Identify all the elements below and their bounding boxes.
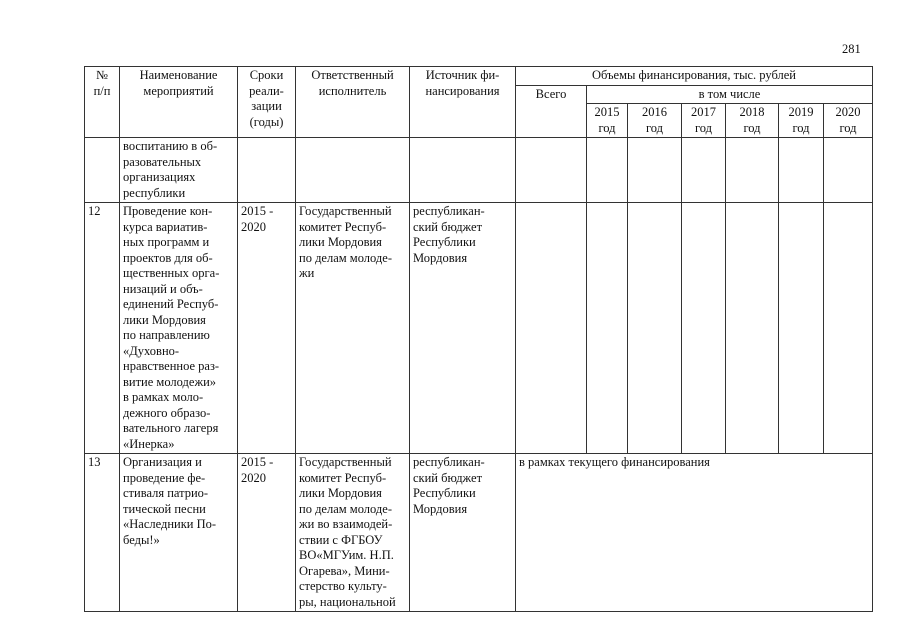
cell-name: Проведение кон- курса вариатив- ных программ и проектов для об- щественных орга- низаций и объ- единений Респуб- лики Мордовия по направлению «Духовно- нравственное раз- витие молодежи» в рамках моло- дежного образо- вательного лагеря «Инерка» bbox=[120, 203, 238, 454]
header-year-2018: 2018 год bbox=[726, 104, 779, 138]
cell-2016 bbox=[628, 203, 682, 454]
header-num: № п/п bbox=[85, 67, 120, 138]
cell-2016 bbox=[628, 138, 682, 203]
cell-total bbox=[516, 138, 587, 203]
cell-num: 13 bbox=[85, 454, 120, 612]
cell-period bbox=[238, 138, 296, 203]
cell-total bbox=[516, 203, 587, 454]
cell-2019 bbox=[779, 138, 824, 203]
cell-2017 bbox=[682, 203, 726, 454]
cell-2018 bbox=[726, 203, 779, 454]
cell-2018 bbox=[726, 138, 779, 203]
header-year-2020: 2020 год bbox=[824, 104, 873, 138]
cell-period: 2015 - 2020 bbox=[238, 454, 296, 612]
cell-2015 bbox=[587, 203, 628, 454]
cell-executor: Государственный комитет Респуб- лики Мордовия по делам молоде- жи bbox=[296, 203, 410, 454]
cell-num: 12 bbox=[85, 203, 120, 454]
table-row bbox=[85, 138, 873, 203]
table-row bbox=[85, 203, 873, 454]
header-year-2016: 2016 год bbox=[628, 104, 682, 138]
header-year-2019: 2019 год bbox=[779, 104, 824, 138]
table-row bbox=[85, 454, 873, 612]
page-number: 281 bbox=[842, 42, 861, 56]
cell-source bbox=[410, 138, 516, 203]
cell-executor: Государственный комитет Респуб- лики Мордовия по делам молоде- жи во взаимодей- ствии с ФГБОУ ВО«МГУим. Н.П. Огарева», Мини- стерство культу- ры, национальной bbox=[296, 454, 410, 612]
header-including: в том числе bbox=[587, 85, 873, 104]
cell-funding-note: в рамках текущего финансирования bbox=[516, 454, 873, 612]
cell-source: республикан- ский бюджет Республики Мордовия bbox=[410, 454, 516, 612]
cell-2020 bbox=[824, 203, 873, 454]
header-row-1 bbox=[85, 67, 873, 86]
cell-name: воспитанию в об- разовательных организациях республики bbox=[120, 138, 238, 203]
cell-name: Организация и проведение фе- стиваля патрио- тической песни «Наследники По- беды!» bbox=[120, 454, 238, 612]
cell-2017 bbox=[682, 138, 726, 203]
header-name: Наименование мероприятий bbox=[120, 67, 238, 138]
cell-period: 2015 - 2020 bbox=[238, 203, 296, 454]
cell-source: республикан- ский бюджет Республики Мордовия bbox=[410, 203, 516, 454]
financing-table bbox=[84, 66, 873, 612]
cell-2015 bbox=[587, 138, 628, 203]
header-funding: Объемы финансирования, тыс. рублей bbox=[516, 67, 873, 86]
header-year-2017: 2017 год bbox=[682, 104, 726, 138]
header-period: Сроки реали- зации (годы) bbox=[238, 67, 296, 138]
header-source: Источник фи- нансирования bbox=[410, 67, 516, 138]
cell-2019 bbox=[779, 203, 824, 454]
cell-executor bbox=[296, 138, 410, 203]
header-executor: Ответственный исполнитель bbox=[296, 67, 410, 138]
cell-2020 bbox=[824, 138, 873, 203]
cell-num bbox=[85, 138, 120, 203]
header-total: Всего bbox=[516, 85, 587, 138]
header-year-2015: 2015 год bbox=[587, 104, 628, 138]
